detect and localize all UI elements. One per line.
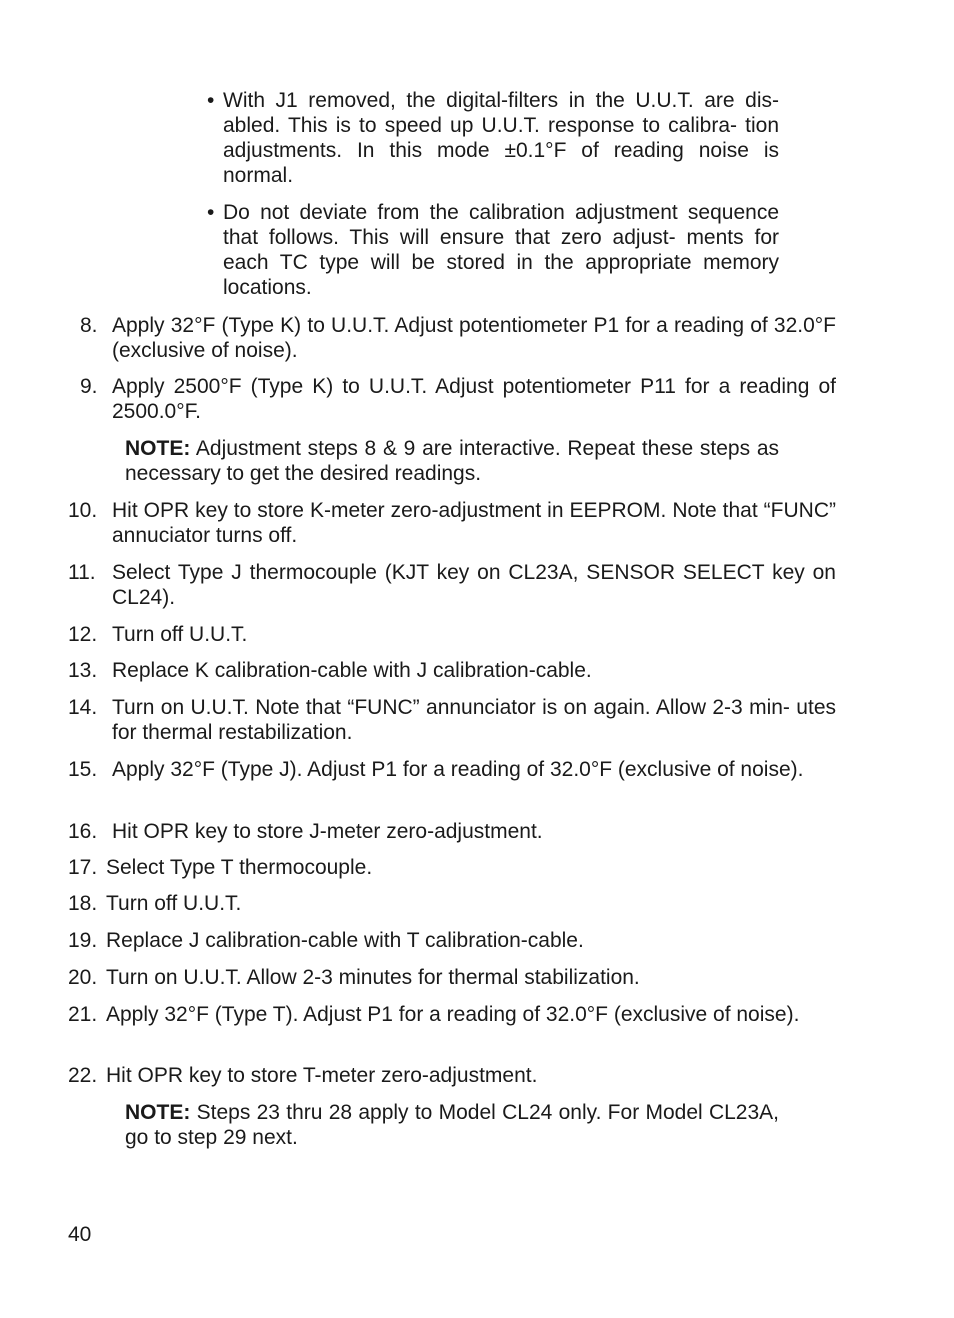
step-number: 19. — [68, 929, 98, 952]
step-item — [68, 1002, 836, 1027]
step-text: Replace K calibration-cable with J calibration-cable. — [112, 659, 592, 682]
step-item — [68, 695, 836, 745]
note-block — [125, 436, 779, 486]
note-text: Adjustment steps 8 & 9 are interactive. Repeat these steps as necessary to get the desired readings. — [125, 437, 779, 485]
step-number: 20. — [68, 966, 98, 989]
step-text: Turn on U.U.T. Note that “FUNC” annunciator is on again. Allow 2-3 min- utes for thermal restabilization. — [112, 696, 836, 744]
step-item — [68, 374, 836, 424]
step-item — [68, 965, 836, 990]
step-item — [68, 757, 836, 782]
step-number: 15. — [68, 758, 98, 781]
step-number: 11. — [68, 561, 96, 584]
step-text: Apply 32°F (Type T). Adjust P1 for a reading of 32.0°F (exclusive of noise). — [106, 1003, 800, 1026]
step-text: Select Type J thermocouple (KJT key on CL23A, SENSOR SELECT key on CL24). — [112, 561, 836, 609]
step-number: 17. — [68, 856, 98, 879]
step-text: Apply 2500°F (Type K) to U.U.T. Adjust potentiometer P11 for a reading of 2500.0°F. — [112, 375, 836, 423]
step-number: 14. — [68, 696, 98, 719]
step-text: Replace J calibration-cable with T calibration-cable. — [106, 929, 584, 952]
note-text: Steps 23 thru 28 apply to Model CL24 only. For Model CL23A, go to step 29 next. — [125, 1101, 779, 1149]
step-text: Turn off U.U.T. — [106, 892, 242, 915]
step-text: Apply 32°F (Type J). Adjust P1 for a reading of 32.0°F (exclusive of noise). — [112, 758, 804, 781]
step-item — [68, 622, 836, 647]
step-text: Hit OPR key to store J-meter zero-adjustment. — [112, 820, 543, 843]
step-number: 8. — [80, 314, 98, 337]
step-number: 10. — [68, 499, 98, 522]
step-number: 9. — [80, 375, 98, 398]
step-text: Turn off U.U.T. — [112, 623, 248, 646]
step-number: 16. — [68, 820, 98, 843]
step-text: Apply 32°F (Type K) to U.U.T. Adjust potentiometer P1 for a reading of 32.0°F (exclusive of noise). — [112, 314, 836, 362]
step-item — [68, 819, 836, 844]
step-text: Hit OPR key to store K-meter zero-adjustment in EEPROM. Note that “FUNC” annuciator turns off. — [112, 499, 836, 547]
bullet-item — [207, 88, 779, 188]
step-number: 12. — [68, 623, 98, 646]
step-item — [68, 313, 836, 363]
step-item — [68, 560, 836, 610]
step-item — [68, 928, 836, 953]
step-text: Hit OPR key to store T-meter zero-adjustment. — [106, 1064, 538, 1087]
step-text: Select Type T thermocouple. — [106, 856, 373, 879]
bullet-text: With J1 removed, the digital-filters in the U.U.T. are dis- abled. This is to speed up U.U.T. response to calibra- tion adjustments. In this mode ±0.1°F of reading noise is normal. — [223, 89, 779, 187]
step-item — [68, 658, 836, 683]
step-number: 21. — [68, 1003, 98, 1026]
step-item — [68, 498, 836, 548]
bullet-dot: • — [207, 201, 215, 224]
step-item — [68, 891, 836, 916]
note-label: NOTE: — [125, 437, 191, 460]
step-number: 13. — [68, 659, 98, 682]
bullet-text: Do not deviate from the calibration adjustment sequence that follows. This will ensure that zero adjust- ments for each TC type will be stored in the appropriate memory locations. — [223, 201, 779, 299]
page-number: 40 — [68, 1223, 92, 1246]
note-label: NOTE: — [125, 1101, 191, 1124]
step-number: 22. — [68, 1064, 98, 1087]
step-item — [68, 855, 836, 880]
step-text: Turn on U.U.T. Allow 2-3 minutes for thermal stabilization. — [106, 966, 640, 989]
step-item — [68, 1063, 836, 1088]
bullet-item — [207, 200, 779, 300]
step-number: 18. — [68, 892, 98, 915]
note-block — [125, 1100, 779, 1150]
bullet-dot: • — [207, 89, 215, 112]
